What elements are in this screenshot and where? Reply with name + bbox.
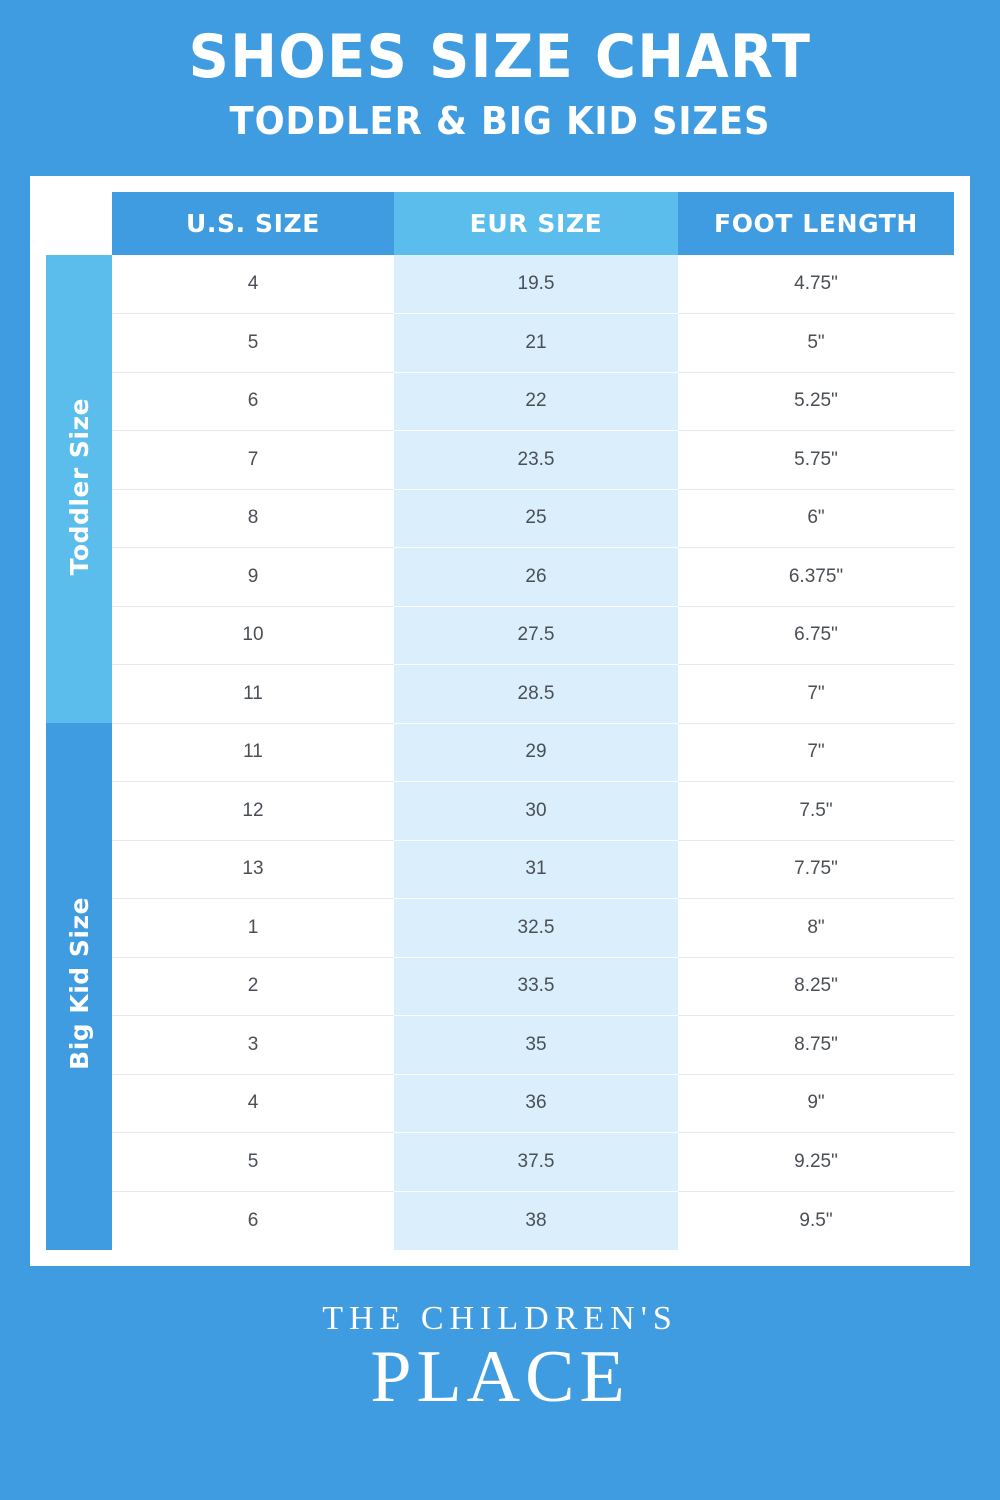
cell-eur-size: 21 <box>394 314 678 373</box>
cell-foot-length: 6" <box>678 489 954 548</box>
cell-us-size: 7 <box>112 431 394 490</box>
table-row <box>46 548 954 607</box>
size-chart-table <box>46 192 954 1250</box>
table-row <box>46 314 954 373</box>
cell-foot-length: 9.25" <box>678 1133 954 1192</box>
cell-eur-size: 33.5 <box>394 957 678 1016</box>
column-header-eur-size: EUR SIZE <box>394 192 678 255</box>
cell-eur-size: 31 <box>394 840 678 899</box>
cell-us-size: 9 <box>112 548 394 607</box>
table-row <box>46 899 954 958</box>
cell-eur-size: 36 <box>394 1074 678 1133</box>
table-body <box>46 255 954 1250</box>
cell-foot-length: 7" <box>678 723 954 782</box>
cell-eur-size: 22 <box>394 372 678 431</box>
page-title: SHOES SIZE CHART <box>188 22 812 92</box>
cell-foot-length: 7.5" <box>678 782 954 841</box>
cell-eur-size: 27.5 <box>394 606 678 665</box>
cell-foot-length: 5.25" <box>678 372 954 431</box>
cell-eur-size: 32.5 <box>394 899 678 958</box>
cell-us-size: 10 <box>112 606 394 665</box>
cell-us-size: 1 <box>112 899 394 958</box>
cell-us-size: 3 <box>112 1016 394 1075</box>
table-header <box>46 192 954 255</box>
table-header-spacer <box>46 192 112 255</box>
cell-foot-length: 7" <box>678 665 954 724</box>
table-row <box>46 957 954 1016</box>
table-row <box>46 840 954 899</box>
table-row <box>46 255 954 314</box>
cell-eur-size: 28.5 <box>394 665 678 724</box>
cell-foot-length: 9" <box>678 1074 954 1133</box>
group-label-toddler: Toddler Size <box>46 255 112 723</box>
cell-us-size: 11 <box>112 723 394 782</box>
brand-logo <box>322 1299 678 1418</box>
cell-foot-length: 4.75" <box>678 255 954 314</box>
cell-us-size: 5 <box>112 314 394 373</box>
cell-us-size: 6 <box>112 372 394 431</box>
cell-eur-size: 37.5 <box>394 1133 678 1192</box>
cell-foot-length: 8.75" <box>678 1016 954 1075</box>
cell-foot-length: 6.375" <box>678 548 954 607</box>
table-row <box>46 723 954 782</box>
cell-us-size: 13 <box>112 840 394 899</box>
size-chart-card <box>30 176 970 1266</box>
cell-eur-size: 26 <box>394 548 678 607</box>
cell-us-size: 2 <box>112 957 394 1016</box>
header <box>0 0 1000 143</box>
table-row <box>46 372 954 431</box>
table-row <box>46 1133 954 1192</box>
table-row <box>46 431 954 490</box>
column-header-us-size: U.S. SIZE <box>112 192 394 255</box>
cell-us-size: 5 <box>112 1133 394 1192</box>
brand-logo-line1: THE CHILDREN'S <box>322 1299 678 1337</box>
table-row <box>46 1074 954 1133</box>
cell-foot-length: 8.25" <box>678 957 954 1016</box>
cell-foot-length: 5.75" <box>678 431 954 490</box>
cell-us-size: 12 <box>112 782 394 841</box>
cell-eur-size: 30 <box>394 782 678 841</box>
cell-eur-size: 25 <box>394 489 678 548</box>
cell-foot-length: 7.75" <box>678 840 954 899</box>
cell-us-size: 8 <box>112 489 394 548</box>
cell-eur-size: 23.5 <box>394 431 678 490</box>
cell-eur-size: 19.5 <box>394 255 678 314</box>
cell-us-size: 11 <box>112 665 394 724</box>
column-header-foot-length: FOOT LENGTH <box>678 192 954 255</box>
cell-us-size: 4 <box>112 255 394 314</box>
table-row <box>46 489 954 548</box>
table-row <box>46 1191 954 1250</box>
cell-foot-length: 5" <box>678 314 954 373</box>
cell-foot-length: 6.75" <box>678 606 954 665</box>
page-subtitle: TODDLER & BIG KID SIZES <box>229 99 771 143</box>
cell-us-size: 4 <box>112 1074 394 1133</box>
table-row <box>46 782 954 841</box>
table-row <box>46 665 954 724</box>
cell-us-size: 6 <box>112 1191 394 1250</box>
table-row <box>46 606 954 665</box>
table-row <box>46 1016 954 1075</box>
brand-logo-line2: PLACE <box>370 1335 630 1418</box>
cell-foot-length: 8" <box>678 899 954 958</box>
cell-foot-length: 9.5" <box>678 1191 954 1250</box>
group-label-big-kid: Big Kid Size <box>46 723 112 1250</box>
cell-eur-size: 38 <box>394 1191 678 1250</box>
cell-eur-size: 35 <box>394 1016 678 1075</box>
cell-eur-size: 29 <box>394 723 678 782</box>
